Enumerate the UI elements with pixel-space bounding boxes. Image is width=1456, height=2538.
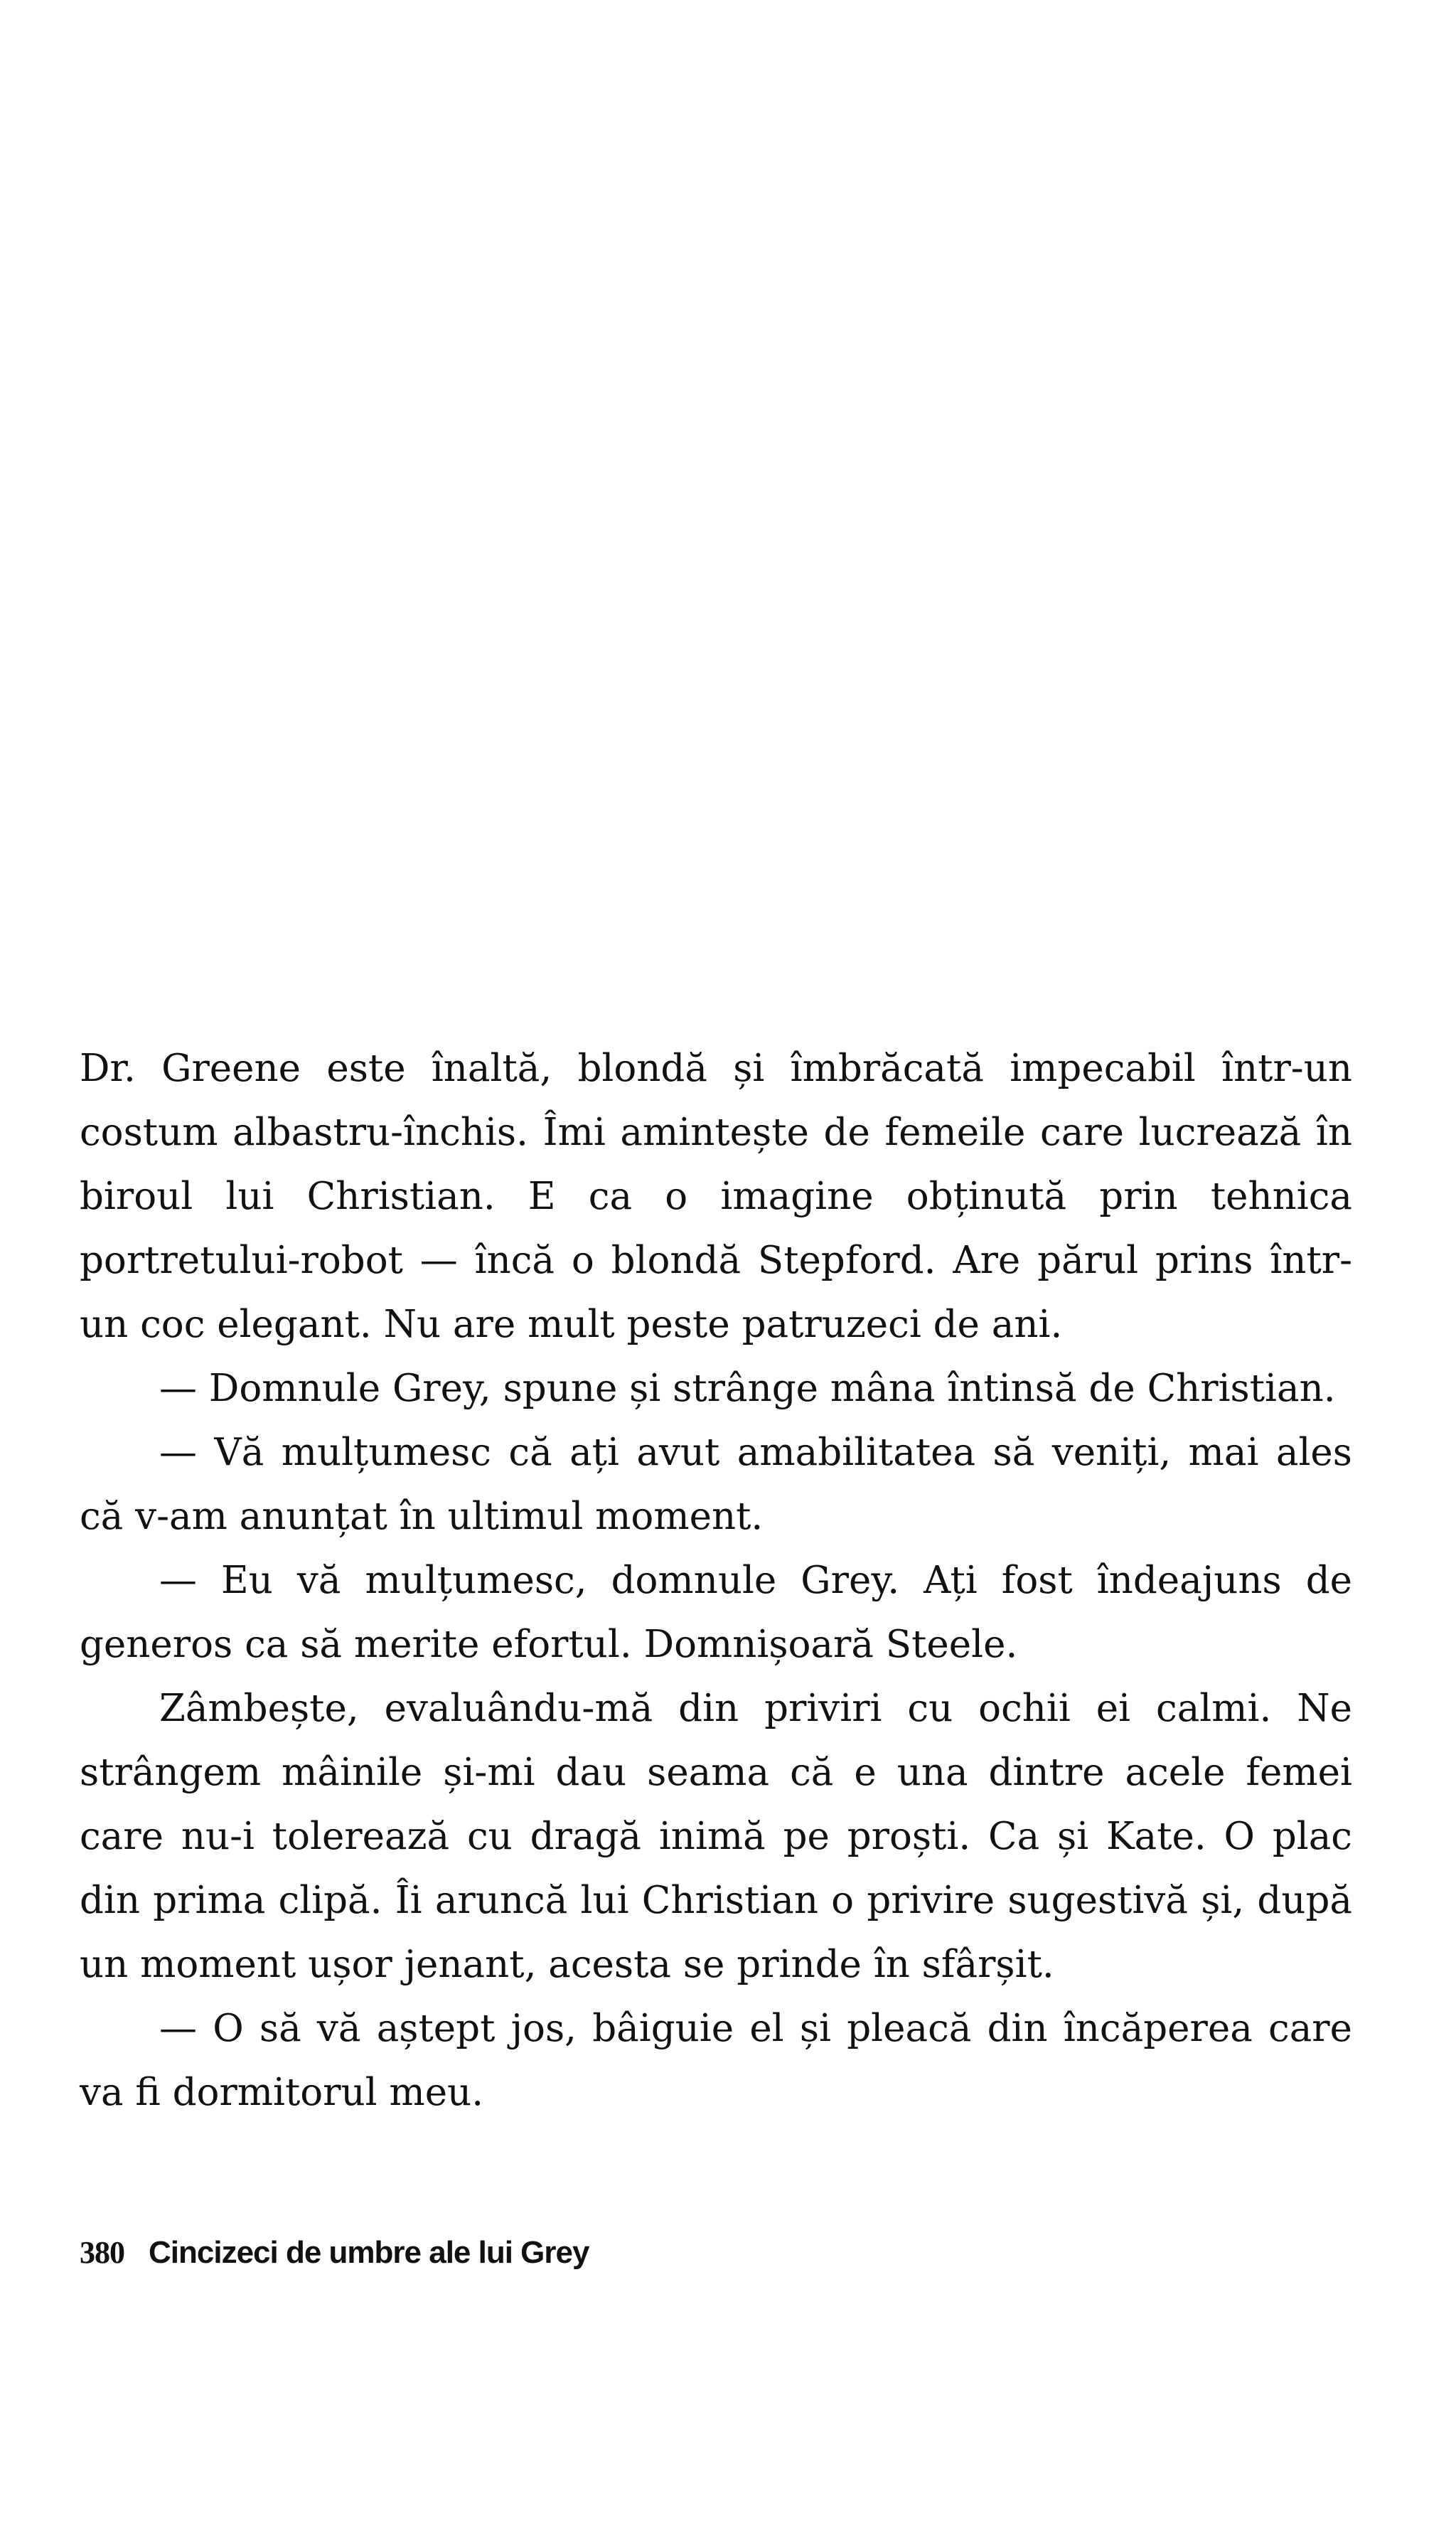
paragraph-description: Dr. Greene este înaltă, blondă și îmbrăcată impecabil într-un costum albastru-închis. Îmi amintește de femeile care lucrează în biroul lui Christian. E ca o imagine obținută prin tehnica portretului-robot — încă o blondă Stepford. Are părul prins într-un coc elegant. Nu are mult peste patruzeci de ani. [80,1047,1352,1346]
page-footer [80,2232,589,2274]
paragraph-dialogue: — Domnule Grey, spune și strânge mâna întinsă de Christian. [159,1367,1336,1410]
paragraph-dialogue: — Eu vă mulțumesc, domnule Grey. Ați fost îndeajuns de generos ca să merite efortul. Domnișoară Steele. [80,1559,1352,1666]
paragraph-dialogue: — Vă mulțumesc că ați avut amabilitatea să veniți, mai ales că v-am anunțat în ultimul moment. [80,1431,1352,1538]
page-number: 380 [80,2235,124,2270]
book-title: Cincizeci de umbre ale lui Grey [149,2235,589,2270]
paragraph-narration: Zâmbește, evaluându-mă din priviri cu ochii ei calmi. Ne strângem mâinile și-mi dau seama că e una dintre acele femei care nu-i tolerează cu dragă inimă pe proști. Ca și Kate. O plac din prima clipă. Îi aruncă lui Christian o privire sugestivă și, după un moment ușor jenant, acesta se prinde în sfârșit. [80,1687,1352,1986]
body-text [80,1037,1352,2125]
paragraph-dialogue: — O să vă aștept jos, bâiguie el și pleacă din încăperea care va fi dormitorul meu. [80,2007,1352,2114]
